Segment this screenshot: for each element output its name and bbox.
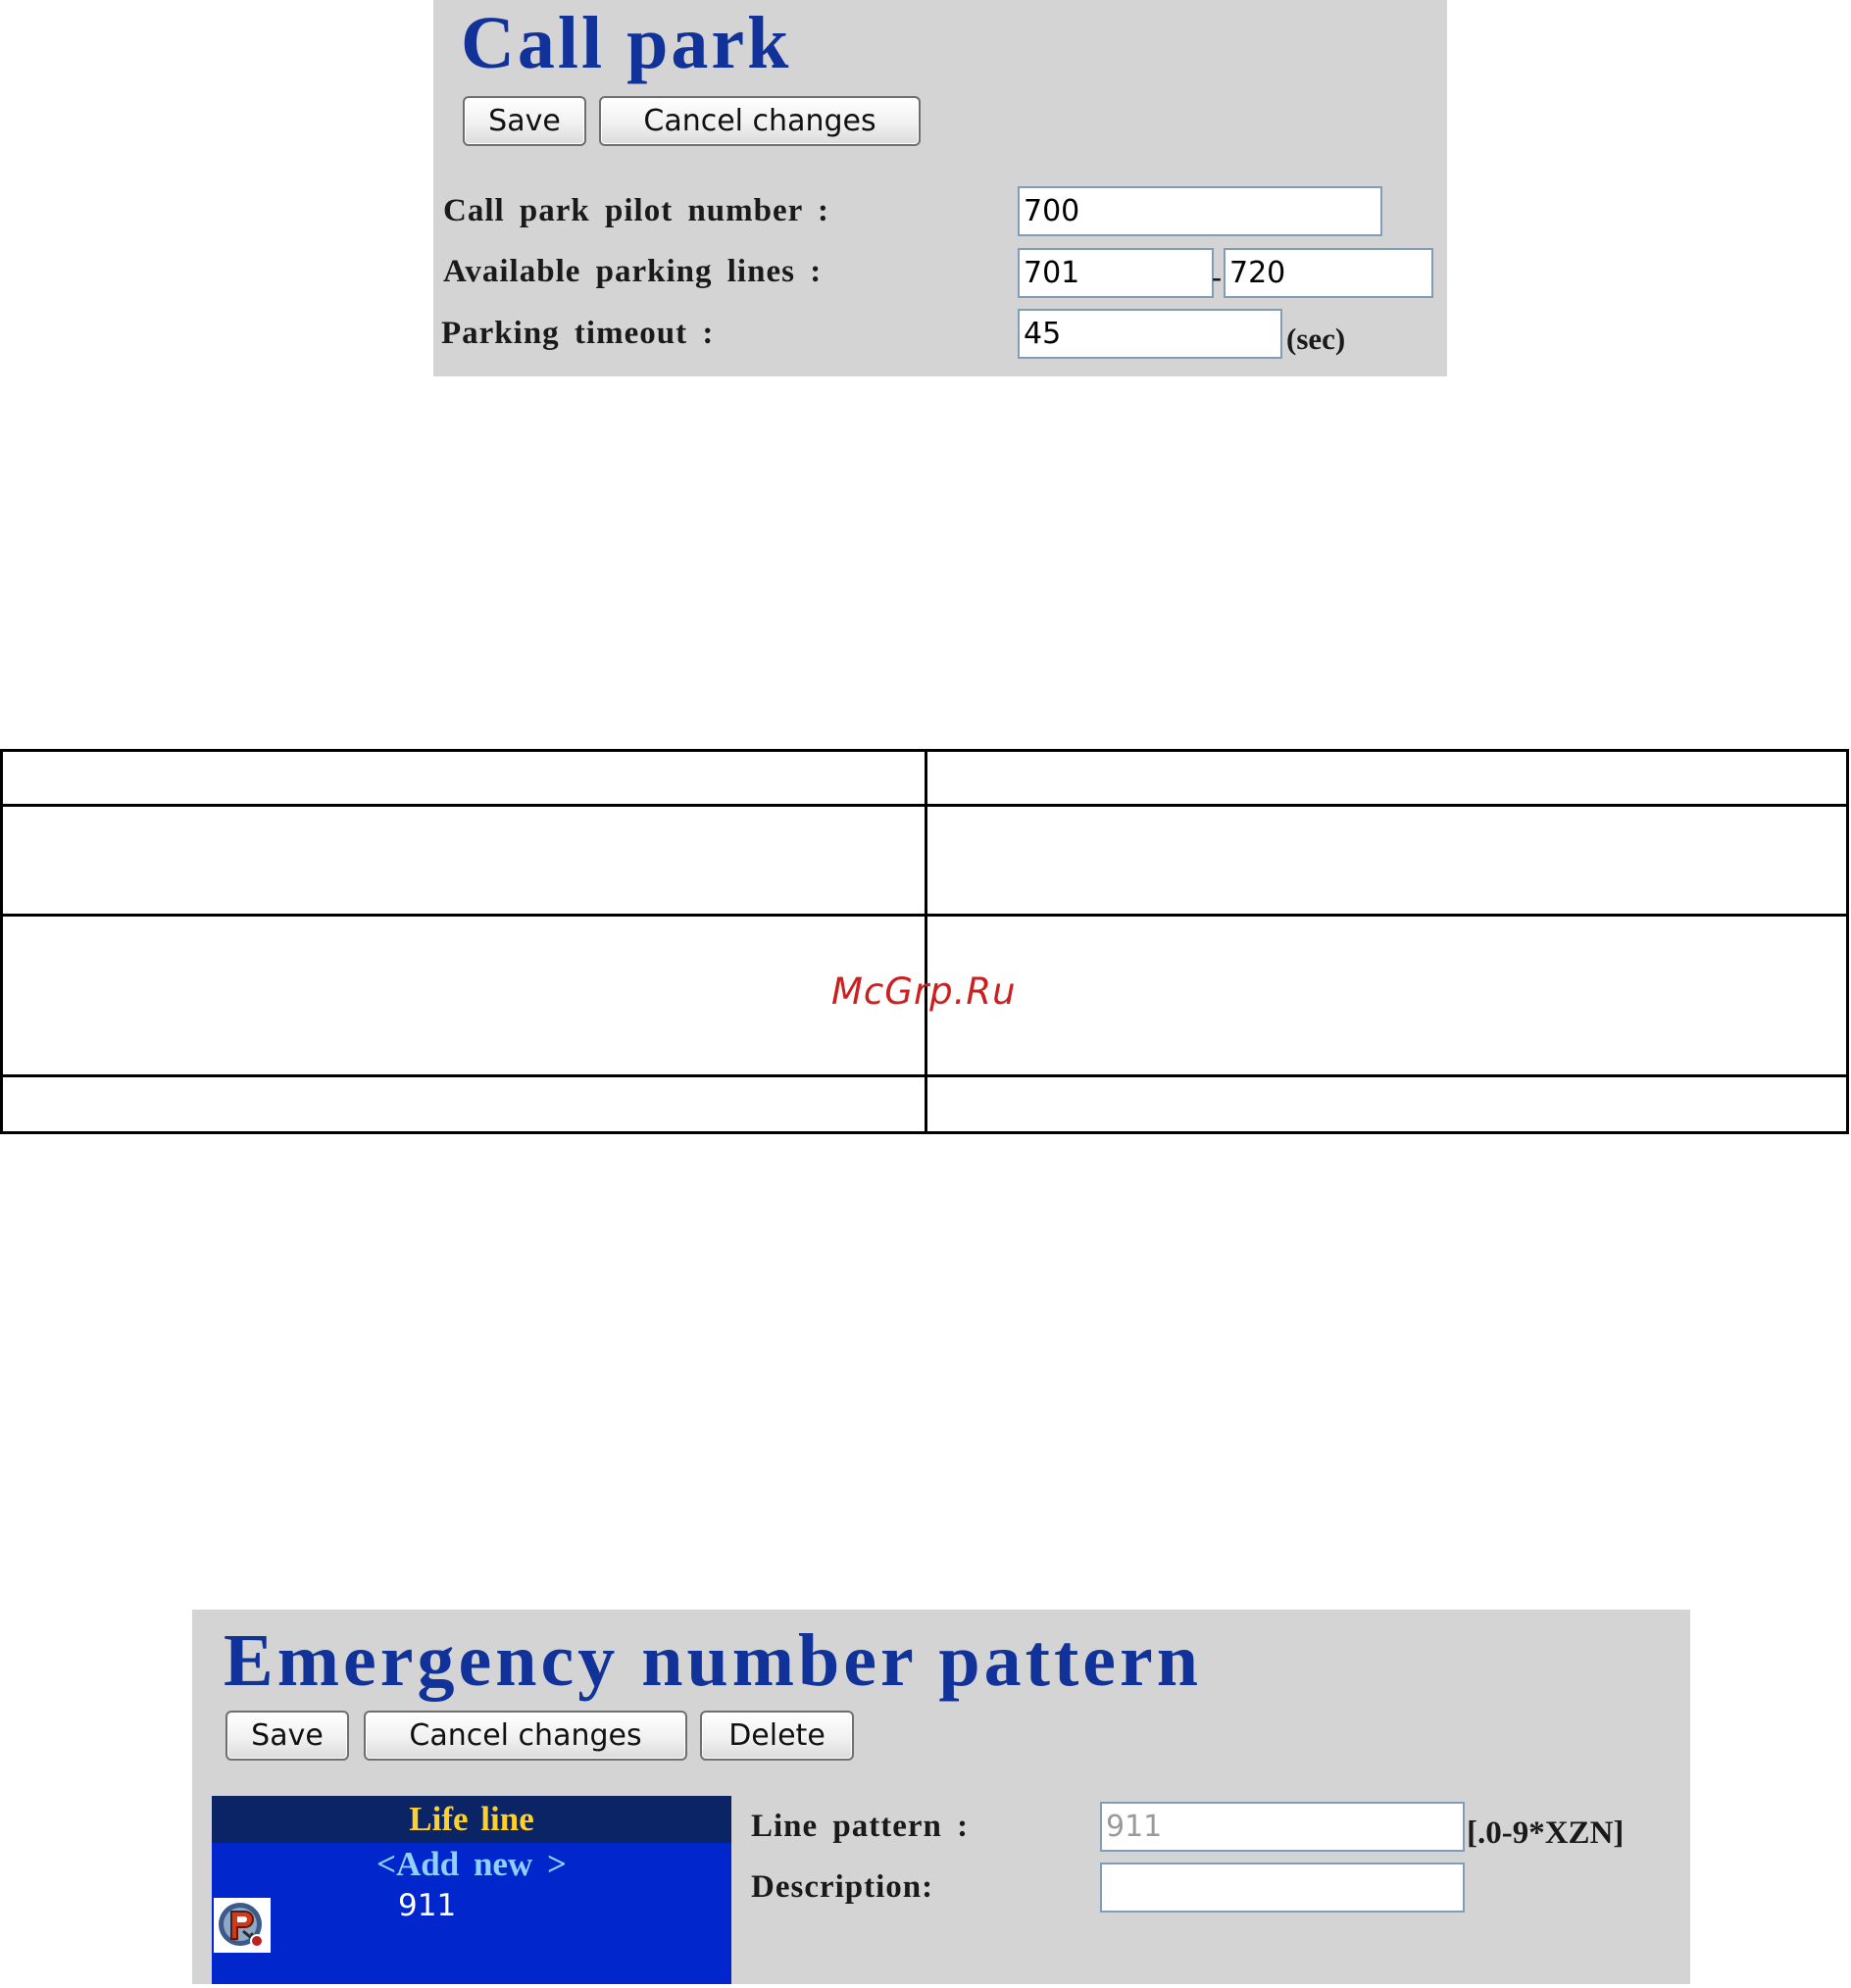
list-header: Life line	[212, 1796, 731, 1843]
cancel-changes-button[interactable]: Cancel changes	[599, 96, 921, 146]
watermark: McGrp.Ru	[831, 970, 1017, 1013]
list-item[interactable]: 911	[398, 1888, 457, 1923]
description-input[interactable]	[1100, 1863, 1465, 1913]
parking-lines-label: Available parking lines :	[443, 254, 823, 289]
table-cell	[926, 806, 1848, 916]
pattern-icon	[214, 1898, 271, 1953]
table-cell	[926, 916, 1848, 1076]
parking-timeout-label: Parking timeout :	[441, 316, 715, 351]
description-label: Description:	[751, 1869, 934, 1905]
table-cell	[926, 1076, 1848, 1133]
line-pattern-input[interactable]	[1100, 1802, 1465, 1852]
parking-lines-start-input[interactable]	[1018, 248, 1214, 298]
pilot-number-label: Call park pilot number :	[443, 193, 829, 228]
table-cell	[2, 916, 926, 1076]
description-table	[0, 749, 1849, 1134]
parking-lines-end-input[interactable]	[1224, 248, 1433, 298]
range-separator: -	[1212, 261, 1222, 293]
page-title: Call park	[461, 2, 792, 84]
line-pattern-hint: [.0-9*XZN]	[1467, 1815, 1625, 1851]
save-button[interactable]: Save	[463, 96, 586, 146]
parking-timeout-input[interactable]	[1018, 309, 1282, 359]
cancel-changes-button[interactable]: Cancel changes	[364, 1711, 687, 1761]
add-new-link[interactable]: <Add new >	[376, 1845, 567, 1883]
table-cell	[2, 1076, 926, 1133]
table-row	[2, 806, 1848, 916]
table-cell	[2, 806, 926, 916]
table-row	[2, 751, 1848, 806]
delete-button[interactable]: Delete	[700, 1711, 854, 1761]
table-row	[2, 1076, 1848, 1133]
timeout-unit-label: (sec)	[1286, 322, 1346, 356]
line-pattern-label: Line pattern :	[751, 1809, 970, 1844]
table-cell	[926, 751, 1848, 806]
save-button[interactable]: Save	[225, 1711, 349, 1761]
pilot-number-input[interactable]	[1018, 186, 1382, 236]
page-title: Emergency number pattern	[224, 1619, 1203, 1702]
life-line-list	[212, 1796, 731, 1984]
table-cell	[2, 751, 926, 806]
